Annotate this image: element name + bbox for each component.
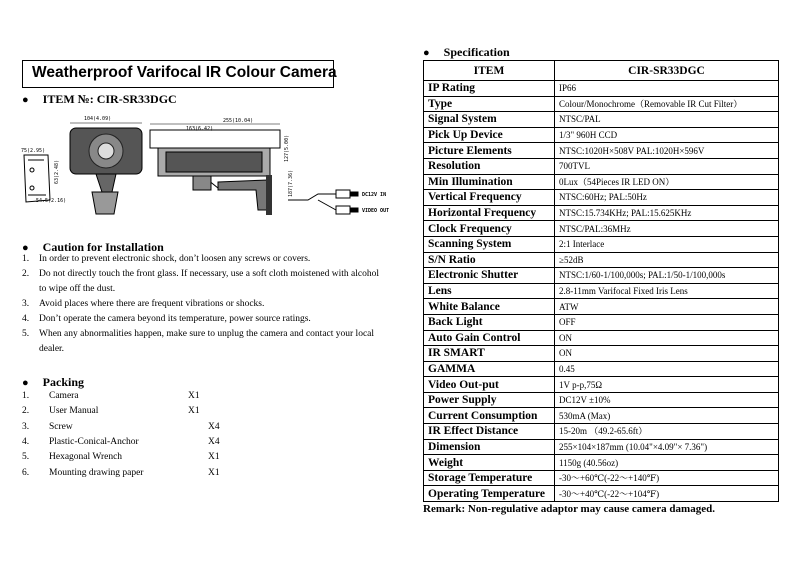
spec-value: ON — [555, 346, 779, 362]
spec-value: ATW — [555, 299, 779, 315]
spec-value: 1150g (40.56oz) — [555, 455, 779, 471]
bullet-icon: ● — [22, 242, 29, 254]
dim-label-255: 255(10.04) — [223, 118, 254, 124]
spec-key: Min Illumination — [424, 174, 555, 190]
spec-header-model: CIR-SR33DGC — [555, 61, 779, 81]
spec-value: 2.8-11mm Varifocal Fixed Iris Lens — [555, 283, 779, 299]
spec-key: Video Out-put — [424, 377, 555, 393]
spec-row — [424, 174, 779, 190]
spec-value: 0Lux（54Pieces IR LED ON） — [555, 174, 779, 190]
spec-key: Lens — [424, 283, 555, 299]
spec-value: NTSC/PAL — [555, 112, 779, 128]
document-title-box — [22, 60, 337, 88]
spec-row — [424, 143, 779, 159]
spec-row — [424, 314, 779, 330]
item-number: ITEM №: CIR-SR33DGC — [42, 92, 177, 106]
spec-row — [424, 486, 779, 502]
item-number-line — [22, 90, 177, 108]
spec-key: Dimension — [424, 439, 555, 455]
spec-value: -30～+40℃(-22～+104℉) — [555, 486, 779, 502]
spec-key: IR SMART — [424, 346, 555, 362]
caution-item-text: Do not directly touch the front glass. If necessary, use a soft cloth moistened with alcohol to wipe off the dust. — [39, 269, 379, 294]
spec-key: Clock Frequency — [424, 221, 555, 237]
packing-heading: Packing — [42, 375, 84, 389]
caution-item — [22, 297, 382, 312]
bullet-icon: ● — [22, 94, 29, 106]
spec-heading-line — [423, 43, 510, 61]
packing-item-number: 4. — [22, 436, 30, 447]
caution-item-text: When any abnormalities happen, make sure to unplug the camera and contact your local dealer. — [39, 329, 375, 354]
spec-row — [424, 470, 779, 486]
connector-label-dc: DC12V IN — [362, 192, 387, 198]
packing-item-number: 5. — [22, 452, 30, 463]
spec-value: NTSC:1020H×508V PAL:1020H×596V — [555, 143, 779, 159]
spec-key: S/N Ratio — [424, 252, 555, 268]
packing-item-name: Mounting drawing paper — [49, 467, 144, 478]
spec-value: 255×104×187mm (10.04"×4.09"× 7.36") — [555, 439, 779, 455]
packing-item-name: User Manual — [49, 406, 99, 417]
packing-item-number: 2. — [22, 406, 30, 417]
spec-value: DC12V ±10% — [555, 392, 779, 408]
spec-key: GAMMA — [424, 361, 555, 377]
spec-row — [424, 377, 779, 393]
packing-item-qty: X1 — [208, 467, 220, 478]
spec-table — [423, 60, 779, 502]
dim-label-63: 63(2.48) — [54, 159, 60, 184]
spec-key: Operating Temperature — [424, 486, 555, 502]
spec-value: OFF — [555, 314, 779, 330]
dim-label-75: 75(2.95) — [21, 148, 46, 154]
spec-key: Scanning System — [424, 236, 555, 252]
remark-note: Remark: Non-regulative adaptor may cause camera damaged. — [423, 503, 715, 515]
packing-item-name: Camera — [49, 391, 79, 401]
caution-item-number: 5. — [22, 329, 30, 339]
dim-label-104: 104(4.09) — [84, 116, 112, 122]
spec-key: Weight — [424, 455, 555, 471]
spec-value: 700TVL — [555, 158, 779, 174]
spec-key: Auto Gain Control — [424, 330, 555, 346]
packing-item-qty: X4 — [208, 436, 220, 447]
dim-label-54: 54.5(2.16) — [36, 198, 67, 204]
document-title: Weatherproof Varifocal IR Colour Camera — [32, 64, 337, 81]
connector-label-video: VIDEO OUT — [362, 208, 390, 214]
packing-item-qty: X4 — [208, 421, 220, 432]
bullet-icon: ● — [22, 377, 29, 389]
spec-row — [424, 346, 779, 362]
spec-key: IP Rating — [424, 81, 555, 97]
caution-heading: Caution for Installation — [42, 240, 164, 254]
spec-value: -30～+60℃(-22～+140℉) — [555, 470, 779, 486]
spec-row — [424, 190, 779, 206]
spec-key: Signal System — [424, 112, 555, 128]
packing-item-qty: X1 — [208, 452, 220, 463]
spec-value: ≥52dB — [555, 252, 779, 268]
packing-item-qty: X1 — [188, 391, 200, 401]
dim-label-127: 127(5.00) — [284, 134, 290, 162]
spec-row — [424, 392, 779, 408]
spec-row — [424, 205, 779, 221]
spec-value: 530mA (Max) — [555, 408, 779, 424]
spec-key: Current Consumption — [424, 408, 555, 424]
spec-value: Colour/Monochrome（Removable IR Cut Filter） — [555, 96, 779, 112]
caution-item — [22, 327, 382, 357]
spec-row — [424, 112, 779, 128]
packing-item-name: Screw — [49, 421, 73, 432]
spec-row — [424, 268, 779, 284]
caution-item-number: 3. — [22, 299, 30, 309]
spec-value: NTSC/PAL:36MHz — [555, 221, 779, 237]
spec-key: Storage Temperature — [424, 470, 555, 486]
spec-row — [424, 299, 779, 315]
spec-row — [424, 221, 779, 237]
dim-label-163: 163(6.42) — [186, 126, 214, 132]
spec-row — [424, 408, 779, 424]
spec-header-row — [424, 61, 779, 81]
spec-row — [424, 455, 779, 471]
spec-key: Type — [424, 96, 555, 112]
packing-item-number: 1. — [22, 391, 30, 401]
packing-item-name: Plastic-Conical-Anchor — [49, 436, 139, 447]
spec-value: NTSC:60Hz; PAL:50Hz — [555, 190, 779, 206]
spec-heading: Specification — [443, 45, 510, 59]
caution-item-number: 4. — [22, 314, 30, 324]
spec-key: White Balance — [424, 299, 555, 315]
bullet-icon: ● — [423, 47, 430, 59]
spec-key: Power Supply — [424, 392, 555, 408]
caution-item-number: 1. — [22, 254, 30, 264]
spec-row — [424, 330, 779, 346]
caution-item-text: Avoid places where there are frequent vibrations or shocks. — [39, 299, 265, 309]
bracket-side-view — [24, 155, 50, 202]
spec-key: Vertical Frequency — [424, 190, 555, 206]
spec-row — [424, 439, 779, 455]
camera-dimension-drawing — [18, 110, 398, 235]
caution-item — [22, 312, 382, 327]
spec-key: Pick Up Device — [424, 127, 555, 143]
spec-key: Electronic Shutter — [424, 268, 555, 284]
spec-value: 1V p-p,75Ω — [555, 377, 779, 393]
cable-connectors — [288, 190, 358, 214]
spec-header-item: ITEM — [424, 61, 555, 81]
spec-key: Horizontal Frequency — [424, 205, 555, 221]
caution-item-number: 2. — [22, 269, 30, 279]
caution-item-text: In order to prevent electronic shock, don’t loosen any screws or covers. — [39, 254, 311, 264]
packing-item-number: 6. — [22, 467, 30, 478]
packing-item-qty: X1 — [188, 406, 200, 417]
camera-front-view — [70, 128, 142, 214]
spec-row — [424, 236, 779, 252]
caution-item — [22, 252, 382, 267]
dim-label-187: 187(7.36) — [288, 169, 294, 197]
spec-row — [424, 96, 779, 112]
caution-item — [22, 267, 382, 297]
spec-key: IR Effect Distance — [424, 424, 555, 440]
spec-value: 2:1 Interlace — [555, 236, 779, 252]
spec-value: 0.45 — [555, 361, 779, 377]
spec-row — [424, 158, 779, 174]
spec-row — [424, 127, 779, 143]
spec-value: IP66 — [555, 81, 779, 97]
packing-item-number: 3. — [22, 421, 30, 432]
spec-key: Resolution — [424, 158, 555, 174]
caution-list — [22, 252, 382, 357]
spec-value: ON — [555, 330, 779, 346]
spec-value: 1/3" 960H CCD — [555, 127, 779, 143]
spec-row — [424, 361, 779, 377]
spec-value: NTSC:15.734KHz; PAL:15.625KHz — [555, 205, 779, 221]
packing-item-name: Hexagonal Wrench — [49, 452, 123, 463]
spec-row — [424, 252, 779, 268]
spec-row — [424, 283, 779, 299]
spec-value: NTSC:1/60-1/100,000s; PAL:1/50-1/100,000s — [555, 268, 779, 284]
camera-side-view — [150, 130, 280, 215]
spec-row — [424, 81, 779, 97]
spec-row — [424, 424, 779, 440]
spec-key: Picture Elements — [424, 143, 555, 159]
caution-item-text: Don’t operate the camera beyond its temperature, power source ratings. — [39, 314, 311, 324]
packing-heading-line — [22, 373, 84, 391]
spec-key: Back Light — [424, 314, 555, 330]
spec-value: 15-20m （49.2-65.6ft） — [555, 424, 779, 440]
